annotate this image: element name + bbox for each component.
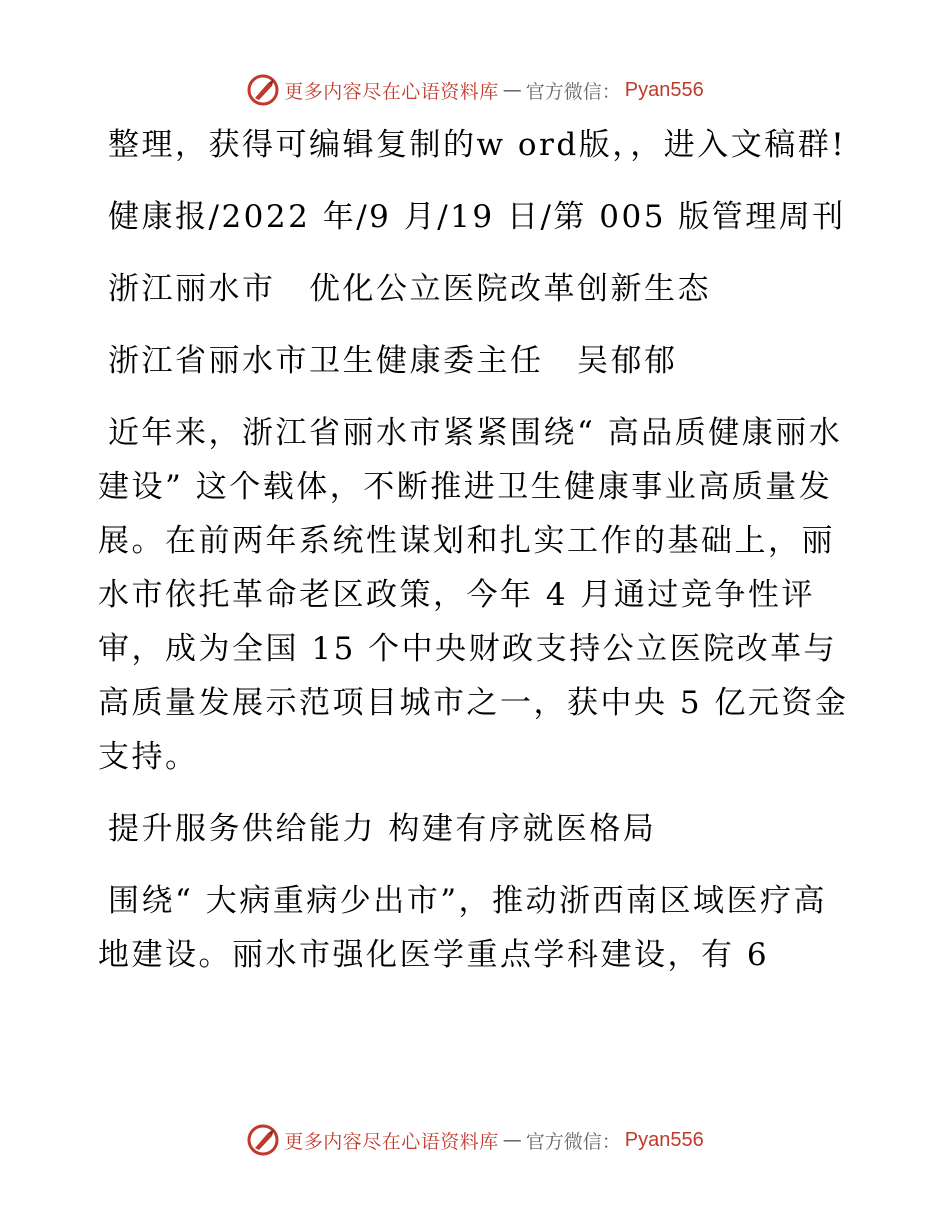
quill-logo-icon (246, 1123, 280, 1157)
watermark-label: 官方微信： (525, 1130, 621, 1153)
body-paragraph: 近年来，浙江省丽水市紧紧围绕“ 高品质健康丽水建设” 这个载体，不断推进卫生健康事业高质量发展。在前两年系统性谋划和扎实工作的基础上，丽水市依托革命老区政策，今年 4 月通过竞争性评审，成为全国 15 个中央财政支持公立医院改革与高质量发展示范项目城市之一，获中央 5 亿元资金支持。 (98, 415, 849, 775)
author-line: 浙江省丽水市卫生健康委主任 吴郁郁 (108, 343, 678, 379)
source-line: 健康报/2022 年/9 月/19 日/第 005 版管理周刊 (108, 199, 846, 235)
watermark-label: 官方微信： (525, 80, 621, 103)
watermark-wechat-id: Pyan556 (624, 1128, 704, 1151)
quill-logo-icon (246, 73, 280, 107)
body-paragraph: 围绕“ 大病重病少出市”，推动浙西南区域医疗高地建设。丽水市强化医学重点学科建设，有 6 (98, 883, 828, 973)
bottom-watermark-banner (0, 1120, 950, 1160)
top-watermark-banner (0, 70, 950, 110)
intro-paragraph: 整理，获得可编辑复制的w ord版，，进入文稿群! (108, 127, 847, 163)
watermark-site-text: 更多内容尽在心语资料库 (284, 80, 499, 103)
document-body (98, 118, 858, 1000)
watermark-site-text: 更多内容尽在心语资料库 (284, 1130, 499, 1153)
watermark-wechat-id: Pyan556 (624, 78, 704, 101)
watermark-group (246, 1123, 704, 1157)
article-title: 浙江丽水市 优化公立医院改革创新生态 (108, 271, 711, 307)
watermark-separator: — (502, 79, 522, 101)
watermark-group (246, 73, 704, 107)
section-heading: 提升服务供给能力 构建有序就医格局 (108, 811, 657, 847)
watermark-separator: — (502, 1129, 522, 1151)
